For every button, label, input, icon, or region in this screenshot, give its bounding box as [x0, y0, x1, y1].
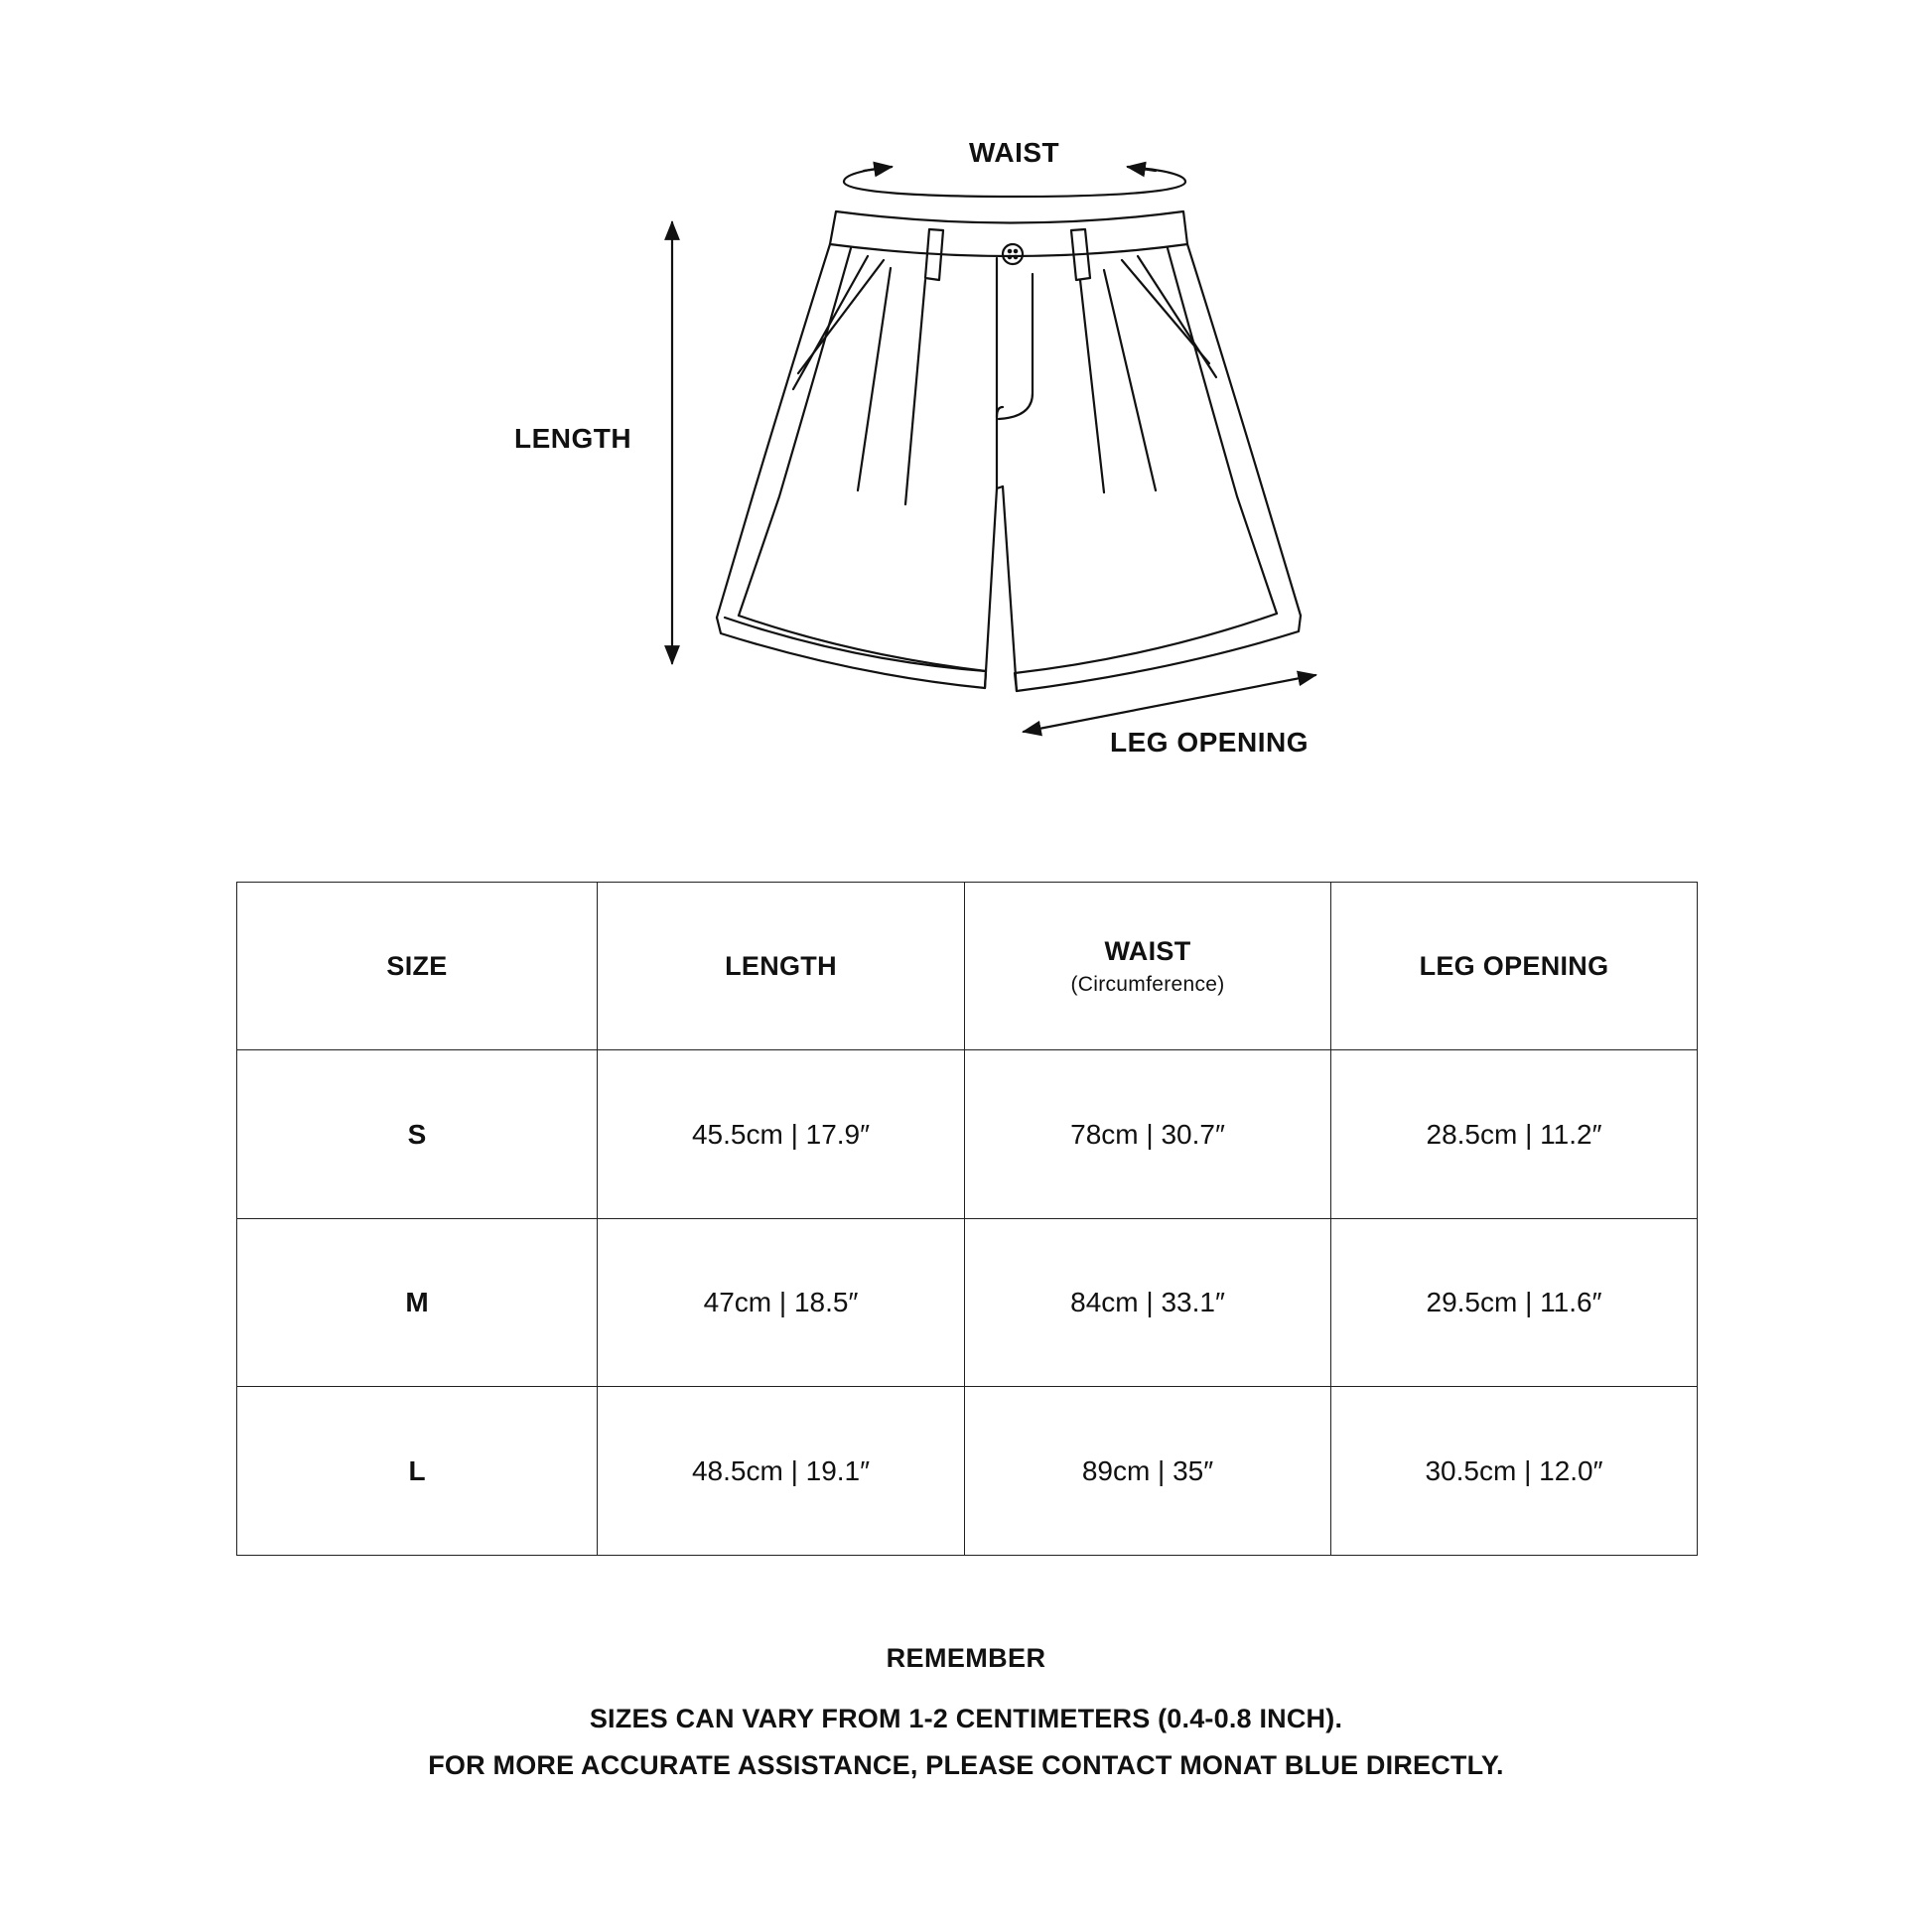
length-cell: 45.5cm | 17.9″ [598, 1050, 965, 1219]
length-cell: 47cm | 18.5″ [598, 1219, 965, 1387]
size-cell: S [237, 1050, 598, 1219]
shorts-diagram [0, 0, 1932, 814]
header-size: SIZE [237, 883, 598, 1050]
length-cell: 48.5cm | 19.1″ [598, 1387, 965, 1556]
header-waist-sub: (Circumference) [1070, 972, 1225, 996]
waist-cell: 78cm | 30.7″ [965, 1050, 1331, 1219]
shorts-illustration [0, 0, 1932, 814]
header-length: LENGTH [598, 883, 965, 1050]
leg-opening-cell: 30.5cm | 12.0″ [1331, 1387, 1698, 1556]
waist-cell: 89cm | 35″ [965, 1387, 1331, 1556]
waist-label: WAIST [969, 137, 1060, 168]
length-label: LENGTH [514, 423, 632, 454]
size-cell: M [237, 1219, 598, 1387]
note-line-1: SIZES CAN VARY FROM 1-2 CENTIMETERS (0.4-0.8 INCH). [589, 1704, 1343, 1733]
remember-title: REMEMBER [886, 1643, 1046, 1673]
leg-opening-label: LEG OPENING [1110, 727, 1309, 758]
waist-cell: 84cm | 33.1″ [965, 1219, 1331, 1387]
waist-arrow [844, 167, 1185, 197]
note-line-2: FOR MORE ACCURATE ASSISTANCE, PLEASE CONTACT MONAT BLUE DIRECTLY. [428, 1750, 1504, 1780]
size-cell: L [237, 1387, 598, 1556]
size-chart-table [236, 882, 1698, 1556]
header-waist: WAIST (Circumference) [965, 883, 1331, 1050]
leg-opening-cell: 29.5cm | 11.6″ [1331, 1219, 1698, 1387]
leg-opening-cell: 28.5cm | 11.2″ [1331, 1050, 1698, 1219]
table-row [237, 1219, 1698, 1387]
table-row [237, 1050, 1698, 1219]
shorts-outline [717, 211, 1301, 691]
table-row [237, 1387, 1698, 1556]
notes-section [0, 1643, 1932, 1781]
table-header-row [237, 883, 1698, 1050]
header-leg-opening: LEG OPENING [1331, 883, 1698, 1050]
